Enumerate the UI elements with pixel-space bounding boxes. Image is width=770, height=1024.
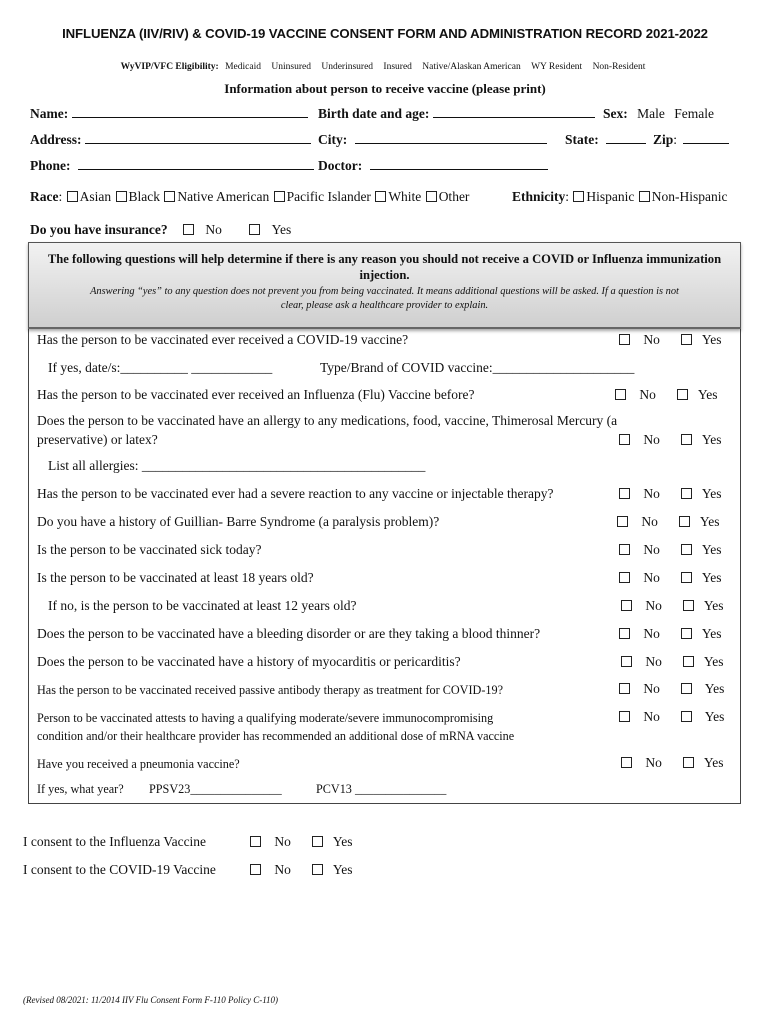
race-checkbox[interactable]	[67, 191, 78, 202]
phone-input[interactable]	[78, 158, 314, 170]
race-checkbox[interactable]	[375, 191, 386, 202]
covid-brand-field[interactable]: Type/Brand of COVID vaccine:_____________________	[320, 360, 635, 375]
birth-label: Birth date and age:	[318, 106, 430, 121]
race-option-label: Other	[438, 189, 470, 204]
form-title: INFLUENZA (IIV/RIV) & COVID-19 VACCINE CONSENT FORM AND ADMINISTRATION RECORD 2021-2022	[62, 26, 708, 41]
race-option-label: White	[388, 189, 422, 204]
name-field	[30, 106, 308, 122]
no-checkbox[interactable]	[621, 757, 632, 768]
insurance-yes-checkbox[interactable]	[249, 224, 260, 235]
doctor-field	[318, 158, 548, 174]
eligibility-option[interactable]: Non-Resident	[592, 62, 646, 72]
question-allergy: Does the person to be vaccinated have an allergy to any medications, food, vaccine, Thimerosal Mercury (a	[37, 413, 618, 428]
race-field: Race: Asian Black Native American Pacific Islander White Other	[30, 189, 470, 204]
yes-checkbox[interactable]	[681, 572, 692, 583]
yes-no-choice: No Yes	[620, 598, 734, 614]
city-input[interactable]	[355, 132, 547, 144]
ethnicity-checkbox[interactable]	[639, 191, 650, 202]
question-covid-received: Has the person to be vaccinated ever received a COVID-19 vaccine?	[37, 332, 409, 347]
question-pneumonia: Have you received a pneumonia vaccine?	[37, 757, 240, 771]
insurance-no-checkbox[interactable]	[183, 224, 194, 235]
yes-no-choice: No Yes	[620, 755, 734, 771]
no-checkbox[interactable]	[619, 488, 630, 499]
yes-checkbox[interactable]	[681, 683, 692, 694]
banner-note: clear, please ask a healthcare provider to explain.	[280, 300, 489, 311]
banner-note: Answering “yes” to any question does not prevent you from being vaccinated. It means additional questions will be asked. If a question is not	[90, 286, 679, 297]
eligibility-option[interactable]: Uninsured	[271, 62, 311, 72]
yes-checkbox[interactable]	[681, 434, 692, 445]
sex-male-option[interactable]: Male	[637, 106, 665, 121]
address-input[interactable]	[85, 132, 311, 144]
no-checkbox[interactable]	[619, 572, 630, 583]
city-label: City:	[318, 132, 348, 147]
question-sick-today: Is the person to be vaccinated sick today?	[37, 542, 262, 557]
yes-no-choice: No Yes	[249, 834, 363, 850]
state-input[interactable]	[606, 132, 646, 144]
insurance-field	[30, 222, 291, 238]
eligibility-option[interactable]: Insured	[383, 62, 412, 72]
race-checkbox[interactable]	[274, 191, 285, 202]
yes-no-choice: No Yes	[618, 542, 732, 558]
insurance-yes-label: Yes	[271, 222, 292, 237]
ethnicity-option-label: Hispanic	[586, 189, 635, 204]
race-checkbox[interactable]	[426, 191, 437, 202]
no-checkbox[interactable]	[615, 389, 626, 400]
yes-checkbox[interactable]	[681, 334, 692, 345]
yes-checkbox[interactable]	[679, 516, 690, 527]
phone-field	[30, 158, 314, 174]
yes-no-choice: No Yes	[249, 862, 363, 878]
eligibility-option[interactable]: Medicaid	[225, 62, 261, 72]
allergies-list-field[interactable]: List all allergies: __________________________________________	[48, 458, 426, 473]
no-checkbox[interactable]	[250, 836, 261, 847]
yes-no-choice: No Yes	[618, 332, 732, 348]
yes-no-choice: No Yes	[618, 570, 732, 586]
no-checkbox[interactable]	[621, 656, 632, 667]
eligibility-option[interactable]: WY Resident	[531, 62, 583, 72]
yes-no-choice: No Yes	[620, 654, 734, 670]
yes-checkbox[interactable]	[681, 544, 692, 555]
zip-label: Zip	[653, 132, 674, 147]
yes-checkbox[interactable]	[681, 628, 692, 639]
name-label: Name:	[30, 106, 69, 121]
race-option-label: Black	[128, 189, 160, 204]
eligibility-label: WyVIP/VFC Eligibility:	[120, 62, 219, 72]
no-checkbox[interactable]	[619, 334, 630, 345]
question-guillain-barre: Do you have a history of Guillian- Barre Syndrome (a paralysis problem)?	[37, 514, 440, 529]
race-option-label: Asian	[79, 189, 112, 204]
yes-checkbox[interactable]	[681, 488, 692, 499]
eligibility-option[interactable]: Native/Alaskan American	[422, 62, 521, 72]
yes-checkbox[interactable]	[312, 864, 323, 875]
yes-no-choice: No Yes	[618, 709, 734, 725]
yes-checkbox[interactable]	[677, 389, 688, 400]
state-field	[565, 132, 646, 148]
race-label: Race	[30, 189, 59, 204]
address-field	[30, 132, 311, 148]
race-option-label: Native American	[177, 189, 270, 204]
yes-checkbox[interactable]	[681, 711, 692, 722]
yes-checkbox[interactable]	[683, 656, 694, 667]
yes-checkbox[interactable]	[312, 836, 323, 847]
consent-covid-label: I consent to the COVID-19 Vaccine	[23, 862, 216, 877]
ethnicity-field: Ethnicity: Hispanic Non-Hispanic	[512, 189, 728, 204]
yes-no-choice: No Yes	[618, 432, 732, 448]
info-heading: Information about person to receive vaccine (please print)	[224, 81, 546, 96]
pcv13-field[interactable]: PCV13 _______________	[316, 782, 447, 796]
yes-checkbox[interactable]	[683, 600, 694, 611]
yes-no-choice: No Yes	[614, 387, 728, 403]
question-allergy-cont: preservative) or latex?	[37, 432, 158, 447]
covid-dates-field[interactable]: If yes, date/s:__________ ____________	[48, 360, 273, 375]
question-immunocompromised-cont: condition and/or their healthcare provider has recommended an additional dose of mRNA vaccine	[37, 729, 515, 743]
question-flu-received: Has the person to be vaccinated ever received an Influenza (Flu) Vaccine before?	[37, 387, 475, 402]
ppsv23-field[interactable]: PPSV23_______________	[149, 782, 282, 796]
no-checkbox[interactable]	[619, 683, 630, 694]
eligibility-row	[0, 62, 770, 72]
city-field	[318, 132, 547, 148]
insurance-no-label: No	[205, 222, 222, 237]
no-checkbox[interactable]	[621, 600, 632, 611]
no-checkbox[interactable]	[617, 516, 628, 527]
ethnicity-label: Ethnicity	[512, 189, 566, 204]
ethnicity-checkbox[interactable]	[573, 191, 584, 202]
question-myocarditis: Does the person to be vaccinated have a history of myocarditis or pericarditis?	[37, 654, 461, 669]
question-severe-reaction: Has the person to be vaccinated ever had a severe reaction to any vaccine or injectable therapy?	[37, 486, 554, 501]
name-input[interactable]	[72, 106, 308, 118]
no-checkbox[interactable]	[619, 711, 630, 722]
no-checkbox[interactable]	[619, 544, 630, 555]
eligibility-option[interactable]: Underinsured	[321, 62, 374, 72]
question-age-18: Is the person to be vaccinated at least 18 years old?	[37, 570, 314, 585]
address-label: Address:	[30, 132, 82, 147]
question-immunocompromised: Person to be vaccinated attests to having a qualifying moderate/severe immunocompromising	[37, 711, 494, 725]
yes-checkbox[interactable]	[683, 757, 694, 768]
yes-no-choice: No Yes	[618, 626, 732, 642]
no-checkbox[interactable]	[619, 434, 630, 445]
yes-no-choice: No Yes	[618, 681, 734, 697]
pneumonia-year-label: If yes, what year?	[37, 782, 124, 796]
yes-no-choice: No Yes	[616, 514, 730, 530]
banner-title: The following questions will help determine if there is any reason you should not receive a COVID or Influenza immunization injection.	[47, 252, 722, 282]
zip-input[interactable]	[683, 132, 729, 144]
screening-banner	[28, 242, 741, 329]
phone-label: Phone:	[30, 158, 71, 173]
state-label: State:	[565, 132, 599, 147]
birth-field	[318, 106, 595, 122]
doctor-input[interactable]	[370, 158, 548, 170]
question-bleeding-disorder: Does the person to be vaccinated have a bleeding disorder or are they taking a blood thinner?	[37, 626, 541, 641]
consent-flu-label: I consent to the Influenza Vaccine	[23, 834, 207, 849]
question-age-12: If no, is the person to be vaccinated at least 12 years old?	[48, 598, 357, 613]
race-checkbox[interactable]	[116, 191, 127, 202]
ethnicity-option-label: Non-Hispanic	[651, 189, 728, 204]
zip-field: Zip:	[653, 132, 729, 148]
sex-label: Sex:	[603, 106, 628, 121]
doctor-label: Doctor:	[318, 158, 363, 173]
question-antibody-therapy: Has the person to be vaccinated received passive antibody therapy as treatment for COVID-19?	[37, 683, 503, 697]
yes-no-choice: No Yes	[618, 486, 732, 502]
insurance-question: Do you have insurance?	[30, 222, 168, 237]
no-checkbox[interactable]	[250, 864, 261, 875]
race-option-label: Pacific Islander	[286, 189, 371, 204]
revision-footer: (Revised 08/2021: 11/2014 IIV Flu Consent Form F-110 Policy C-110)	[23, 995, 279, 1005]
no-checkbox[interactable]	[619, 628, 630, 639]
sex-female-option[interactable]: Female	[674, 106, 714, 121]
sex-field	[603, 106, 714, 122]
race-checkbox[interactable]	[164, 191, 175, 202]
birth-input[interactable]	[433, 106, 595, 118]
